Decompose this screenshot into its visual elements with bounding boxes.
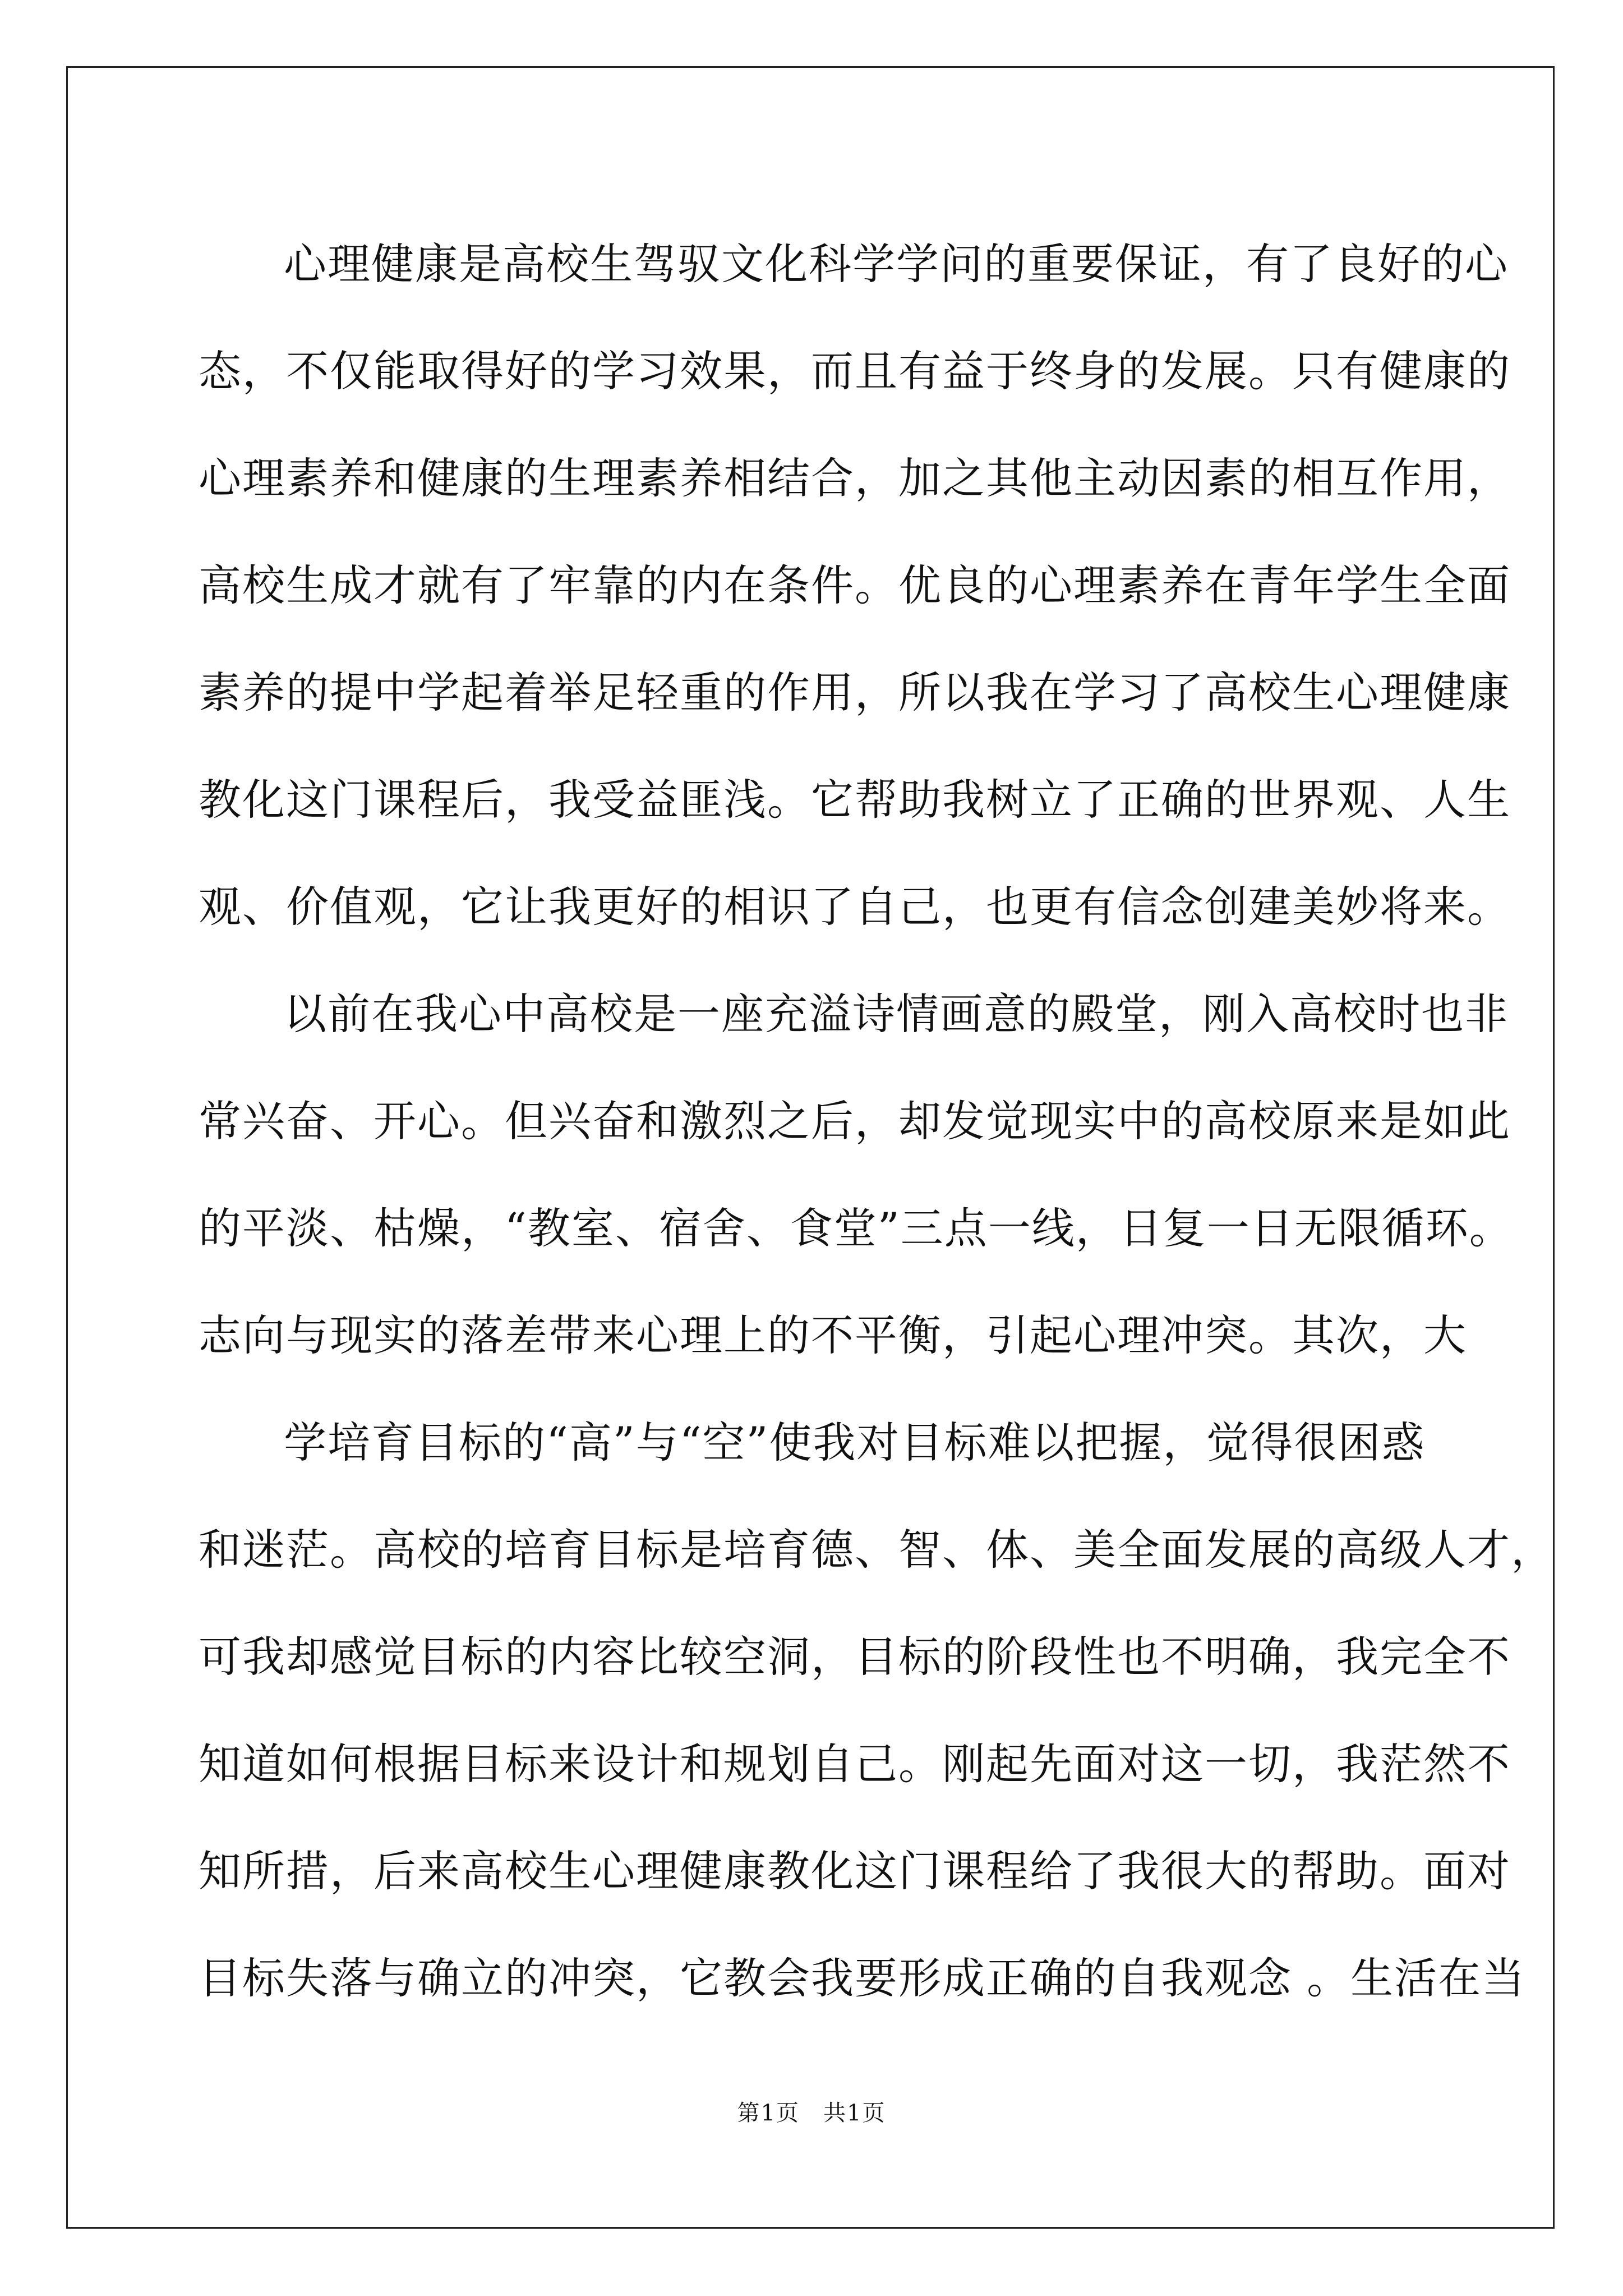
text-line: 心理素养和健康的生理素养相结合，加之其他主动因素的相互作用，: [199, 453, 1511, 503]
text-line: 知所措，后来高校生心理健康教化这门课程给了我很大的帮助。面对: [199, 1846, 1511, 1896]
text-line: 高校生成才就有了牢靠的内在条件。优良的心理素养在青年学生全面: [199, 560, 1511, 610]
text-line: 和迷茫。高校的培育目标是培育德、智、体、美全面发展的高级人才，: [199, 1525, 1555, 1575]
text-line: 目标失落与确立的冲突，它教会我要形成正确的自我观念 。生活在当: [199, 1953, 1526, 2003]
text-line: 知道如何根据目标来设计和规划自己。刚起先面对这一切，我茫然不: [199, 1739, 1511, 1789]
page-number-footer: 第1页 共1页: [737, 2100, 886, 2126]
document-body: [199, 210, 1555, 2032]
text-line: 素养的提中学起着举足轻重的作用，所以我在学习了高校生心理健康: [199, 668, 1511, 717]
text-line: 志向与现实的落差带来心理上的不平衡，引起心理冲突。其次，大: [199, 1310, 1467, 1360]
text-line: 态，不仅能取得好的学习效果，而且有益于终身的发展。只有健康的: [199, 346, 1511, 396]
text-line: 以前在我心中高校是一座充溢诗情画意的殿堂，刚入高校时也非: [284, 989, 1509, 1039]
text-line: 学培育目标的“高”与“空”使我对目标难以把握，觉得很困惑: [284, 1418, 1426, 1467]
text-line: 常兴奋、开心。但兴奋和激烈之后，却发觉现实中的高校原来是如此: [199, 1096, 1511, 1146]
text-line: 可我却感觉目标的内容比较空洞，目标的阶段性也不明确，我完全不: [199, 1632, 1511, 1682]
text-line: 教化这门课程后，我受益匪浅。它帮助我树立了正确的世界观、人生: [199, 775, 1511, 825]
text-line: 心理健康是高校生驾驭文化科学学问的重要保证，有了良好的心: [284, 239, 1509, 289]
text-line: 观、价值观，它让我更好的相识了自己，也更有信念创建美妙将来。: [199, 882, 1511, 932]
text-line: 的平淡、枯燥，“教室、宿舍、食堂”三点一线，日复一日无限循环。: [199, 1203, 1513, 1253]
